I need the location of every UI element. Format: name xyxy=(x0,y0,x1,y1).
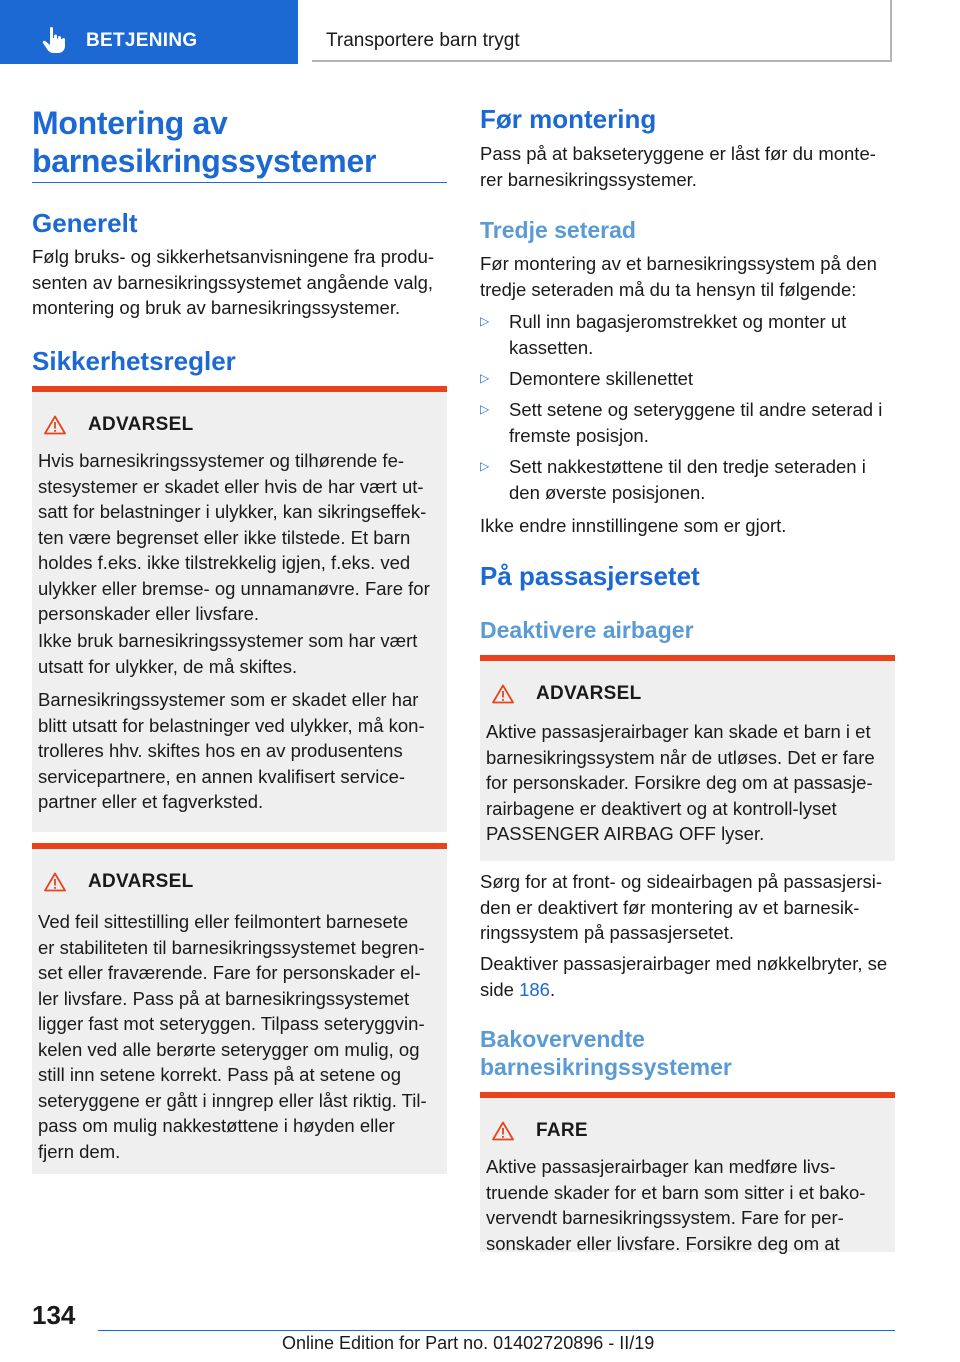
section-tab xyxy=(0,0,298,64)
hand-pointer-icon xyxy=(42,26,66,54)
title-divider xyxy=(32,182,447,183)
warning-box-2 xyxy=(32,843,447,1174)
sikkerhet-heading: Sikkerhetsregler xyxy=(32,346,236,376)
page-number: 134 xyxy=(32,1300,76,1330)
bakovervendte-heading: Bakovervendte barnesikringssystemer xyxy=(480,1026,732,1080)
warning-triangle-icon xyxy=(44,415,66,435)
generelt-text: Følg bruks- og sikkerhetsanvisningene fra produ- senten av barnesikringssystemet angående valg, montering og bruk av barnesikringssystemer. xyxy=(32,246,435,318)
warning-header xyxy=(492,1118,588,1144)
chapter-title-box xyxy=(312,0,892,62)
footer-divider xyxy=(98,1330,895,1331)
warning-box-3 xyxy=(480,655,895,861)
warning-text: Ikke bruk barnesikringssystemer som har vært utsatt for ulykker, de må skiftes. xyxy=(38,630,418,677)
warning-header xyxy=(44,869,194,895)
warning-box-1 xyxy=(32,386,447,832)
bullet-triangle-icon: ▷ xyxy=(480,402,490,416)
chapter-title: Transportere barn trygt xyxy=(326,30,520,51)
warning-label: ADVARSEL xyxy=(536,683,642,704)
warning-label: FARE xyxy=(536,1120,588,1141)
for-montering-text: Pass på at bakseteryggene er låst før du monte- rer barnesikringssystemer. xyxy=(480,143,876,190)
bullet-triangle-icon: ▷ xyxy=(480,314,490,328)
for-montering-heading: Før montering xyxy=(480,104,657,134)
generelt-heading: Generelt xyxy=(32,208,138,238)
list-item: ▷ Sett setene og seteryggene til andre seterad i fremste posisjon. xyxy=(480,399,883,446)
list-item: ▷ Sett nakkestøttene til den tredje seteraden i den øverste posisjonen. xyxy=(480,456,866,503)
warning-text: Barnesikringssystemer som er skadet eller har blitt utsatt for belastninger ved ulykker, må kon- trolleres hhv. skiftes hos en av produsentens servicepartnere, en annen kvalifisert service- partner eller et fagverksted. xyxy=(38,689,425,812)
page-reference-link[interactable]: 186 xyxy=(519,978,550,1000)
after-list-text: Ikke endre innstillingene som er gjort. xyxy=(480,515,787,536)
page-title: Montering av barnesikringssystemer xyxy=(32,105,377,179)
warning-text: Aktive passasjerairbager kan medføre livs- truende skader for et barn som sitter i et bako- vervendt barnesikringssystem. Fare for per- sonskader eller livsfare. Forsikre deg om at xyxy=(486,1156,866,1254)
warning-header xyxy=(44,412,194,438)
passasjersetet-heading: På passasjersetet xyxy=(480,561,700,591)
warning-text: Ved feil sittestilling eller feilmontert barnesete er stabiliteten til barnesikringssystemet begren- set eller fraværende. Fare for personskader el- ler livsfare. Pass på at barnesikringssystemet ligger fast mot seteryggen. Tilpass seteryggvin- kelen ved alle berørte seterygger om mulig, og still inn setene korrekt. Pass på at setene og seteryggene er gått i inngrep eller låst riktig. Til- pass om mulig nakkestøttene i høyden eller fjern dem. xyxy=(38,911,427,1162)
section-label: BETJENING xyxy=(86,30,198,51)
bullet-triangle-icon: ▷ xyxy=(480,371,490,385)
warning-box-4 xyxy=(480,1092,895,1252)
sorg-text: Sørg for at front- og sideairbagen på passasjersi- den er deaktivert før montering av et barnesik- ringssystem på passasjersetet. xyxy=(480,871,883,943)
bullet-triangle-icon: ▷ xyxy=(480,459,490,473)
warning-text: Hvis barnesikringssystemer og tilhørende fe- stesystemer er skadet eller hvis de har vært ut- satt for belastninger i ulykker, kan sikringseffek- ten være begrenset eller ikke tilstede. Et barn holdes f.eks. ikke tilstrekkelig igjen, f.eks. ved ulykker eller bremse- og unnamanøvre. Fare for personskader eller livsfare. xyxy=(38,450,430,624)
warning-label: ADVARSEL xyxy=(88,414,194,435)
list-item: ▷ Demontere skillenettet xyxy=(480,366,900,392)
tredje-seterad-text: Før montering av et barnesikringssystem på den tredje seteraden må du ta hensyn til følgende: xyxy=(480,253,877,300)
warning-triangle-icon xyxy=(492,684,514,704)
warning-triangle-icon xyxy=(492,1121,514,1141)
list-item: ▷ Rull inn bagasjeromstrekket og monter ut kassetten. xyxy=(480,311,847,358)
warning-text: Aktive passasjerairbager kan skade et barn i et barnesikringssystem når de utløses. Det er fare for personskader. Forsikre deg om at passasje- rairbagene er deaktivert og at kontroll-lyset PASSENGER AIRBAG OFF lyser. xyxy=(486,721,875,844)
deaktiver-text: Deaktiver passasjerairbager med nøkkelbryter, se side 186. xyxy=(480,953,888,1000)
tredje-seterad-heading: Tredje seterad xyxy=(480,217,636,243)
warning-triangle-icon xyxy=(44,872,66,892)
warning-header xyxy=(492,681,642,707)
warning-label: ADVARSEL xyxy=(88,871,194,892)
edition-text: Online Edition for Part no. 01402720896 - II/19 xyxy=(282,1333,655,1353)
deaktivere-airbager-heading: Deaktivere airbager xyxy=(480,617,694,643)
